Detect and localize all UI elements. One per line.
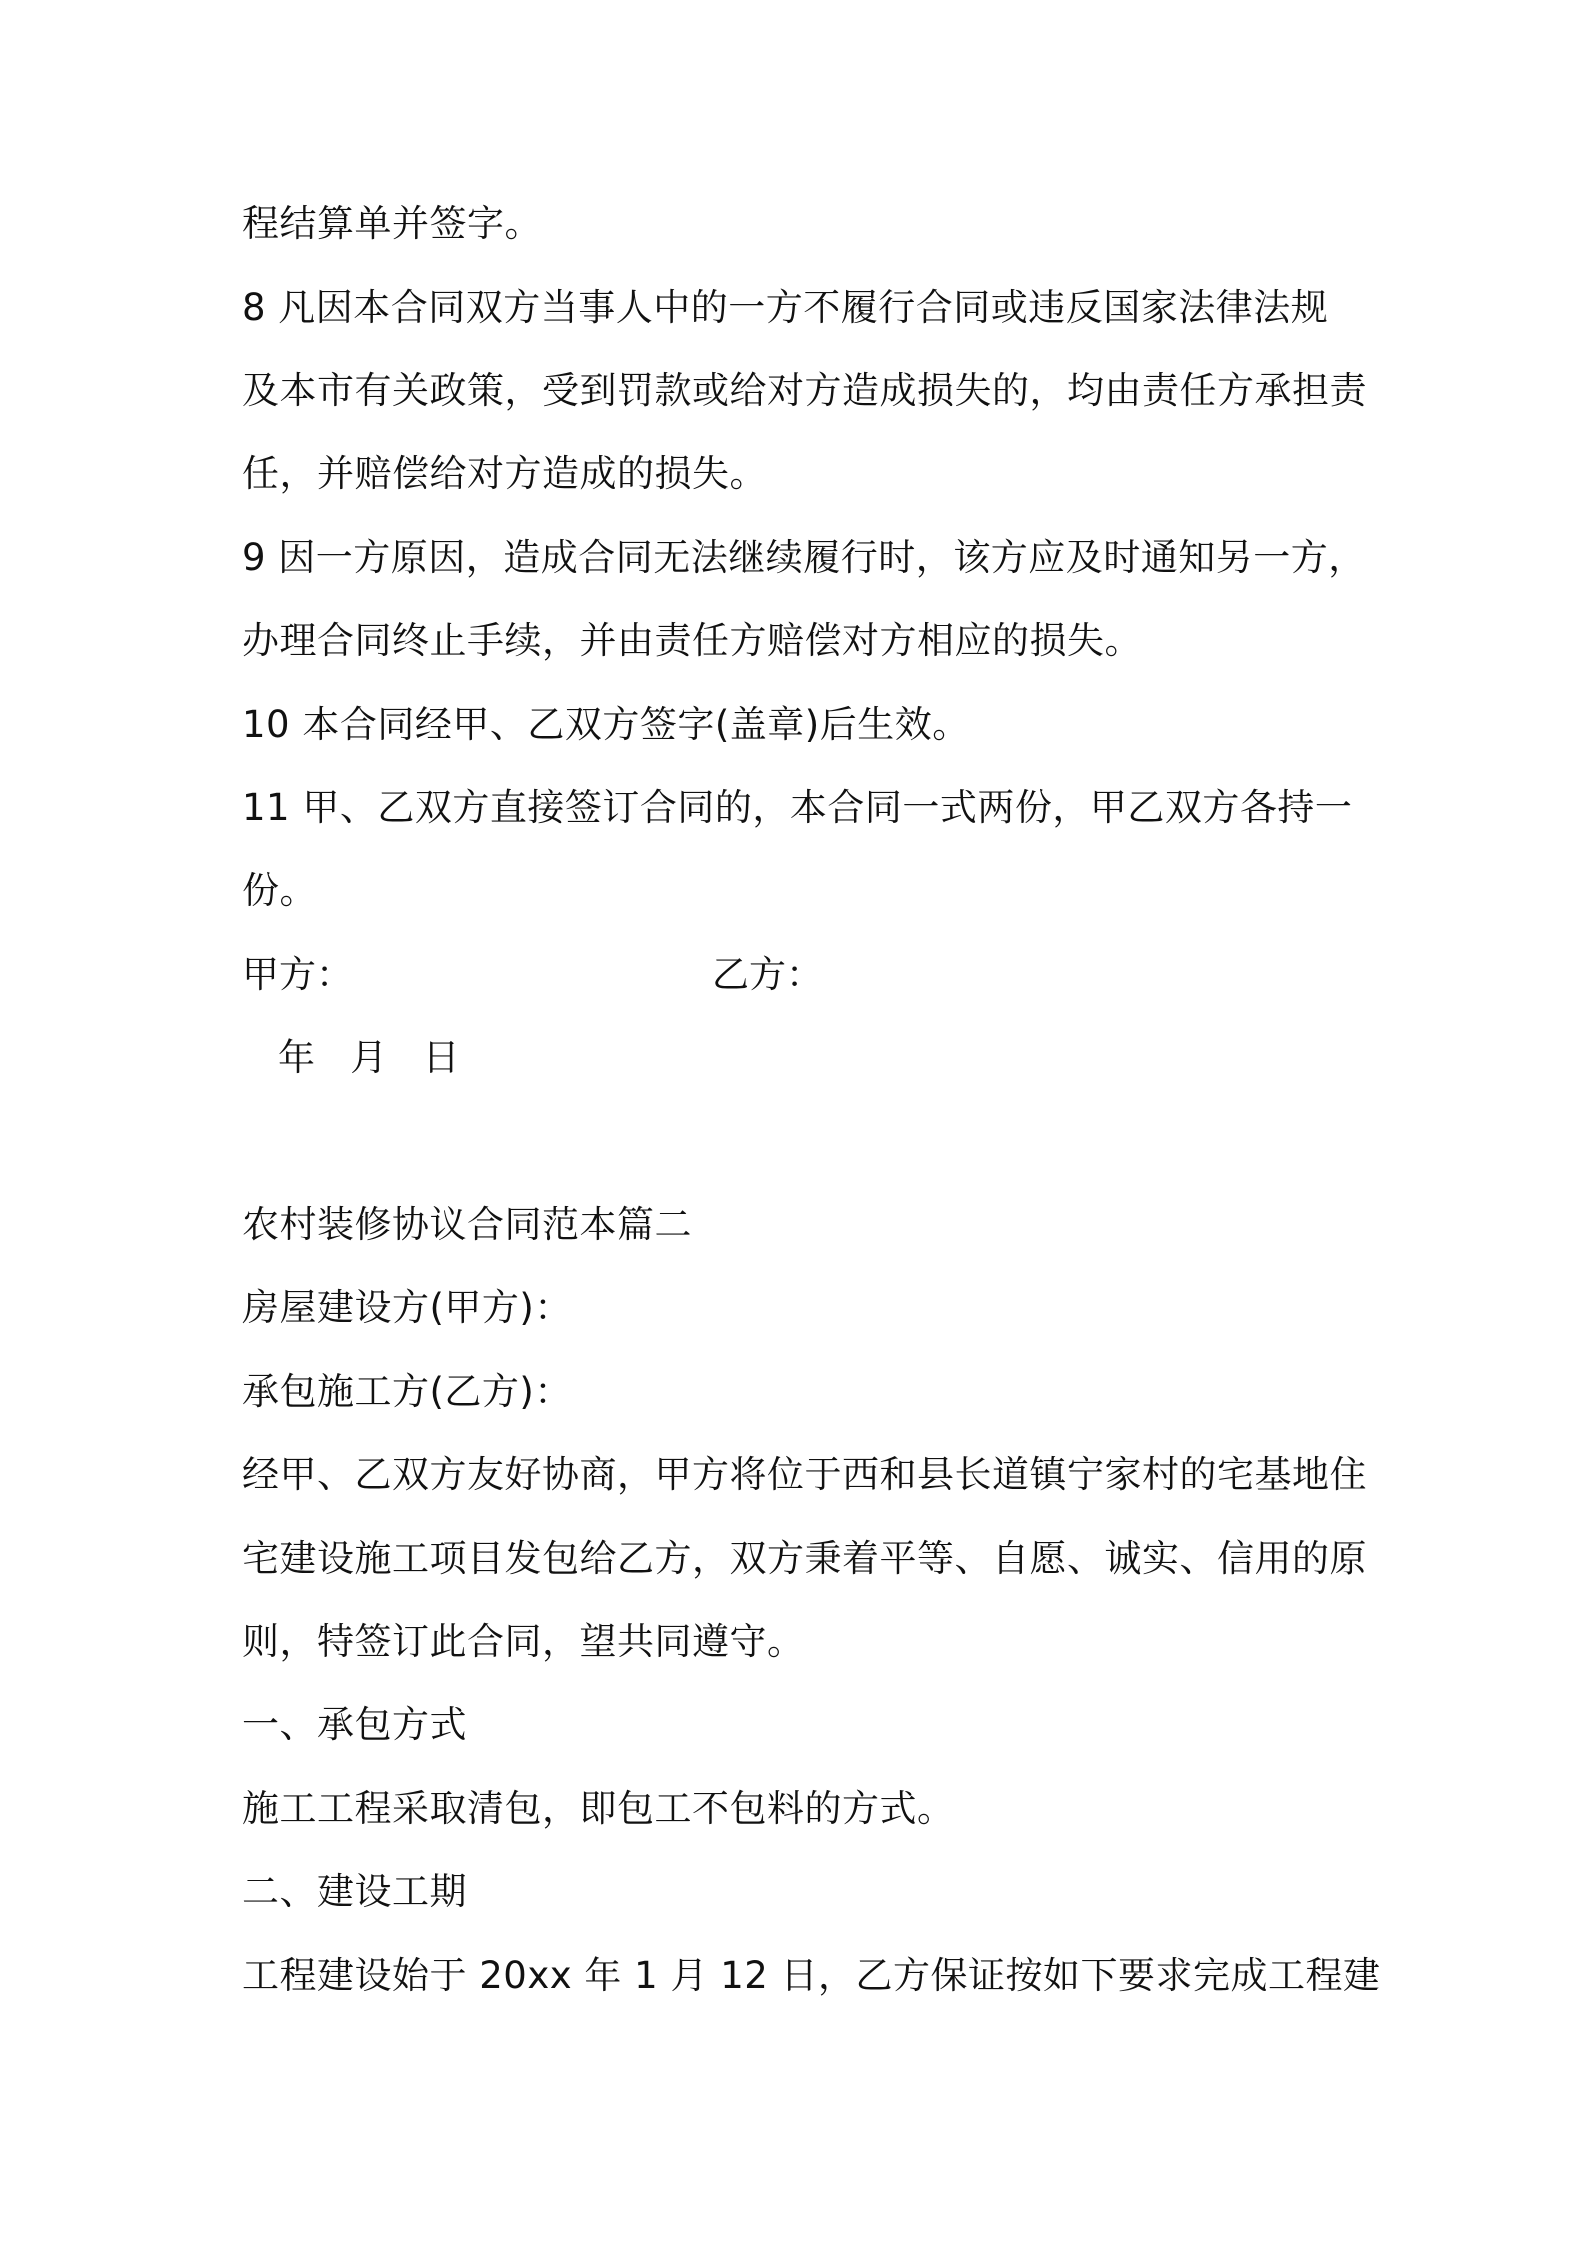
- text-line: 程结算单并签字。: [242, 202, 542, 245]
- text-line: 10 本合同经甲、乙双方签字(盖章)后生效。: [242, 703, 970, 746]
- text-line: 工程建设始于 20xx 年 1 月 12 日，乙方保证按如下要求完成工程建: [242, 1954, 1381, 1997]
- text-line: 及本市有关政策，受到罚款或给对方造成损失的，均由责任方承担责: [242, 369, 1367, 412]
- text-line: 任，并赔偿给对方造成的损失。: [242, 452, 767, 495]
- text-line: 则，特签订此合同，望共同遵守。: [242, 1620, 805, 1663]
- section-heading: 一、承包方式: [242, 1703, 467, 1746]
- text-line: 经甲、乙双方友好协商，甲方将位于西和县长道镇宁家村的宅基地住: [242, 1453, 1367, 1496]
- text-line: 8 凡因本合同双方当事人中的一方不履行合同或违反国家法律法规: [242, 286, 1329, 329]
- party-b-label: 乙方：: [712, 953, 823, 996]
- date-line: 年 月 日: [278, 1036, 460, 1079]
- text-line: 施工工程采取清包，即包工不包料的方式。: [242, 1787, 955, 1830]
- text-line: 房屋建设方(甲方)：: [242, 1286, 572, 1329]
- section-heading: 二、建设工期: [242, 1870, 467, 1913]
- text-line: 11 甲、乙双方直接签订合同的，本合同一式两份，甲乙双方各持一: [242, 786, 1353, 829]
- signature-row: [242, 951, 1352, 999]
- text-line: 宅建设施工项目发包给乙方，双方秉着平等、自愿、诚实、信用的原: [242, 1537, 1367, 1580]
- text-line: 份。: [242, 869, 317, 912]
- party-a-label: 甲方：: [242, 953, 353, 996]
- text-line: 9 因一方原因，造成合同无法继续履行时，该方应及时通知另一方，: [242, 536, 1366, 579]
- text-line: 办理合同终止手续，并由责任方赔偿对方相应的损失。: [242, 619, 1142, 662]
- section-title: 农村装修协议合同范本篇二: [242, 1203, 692, 1246]
- text-line: 承包施工方(乙方)：: [242, 1370, 572, 1413]
